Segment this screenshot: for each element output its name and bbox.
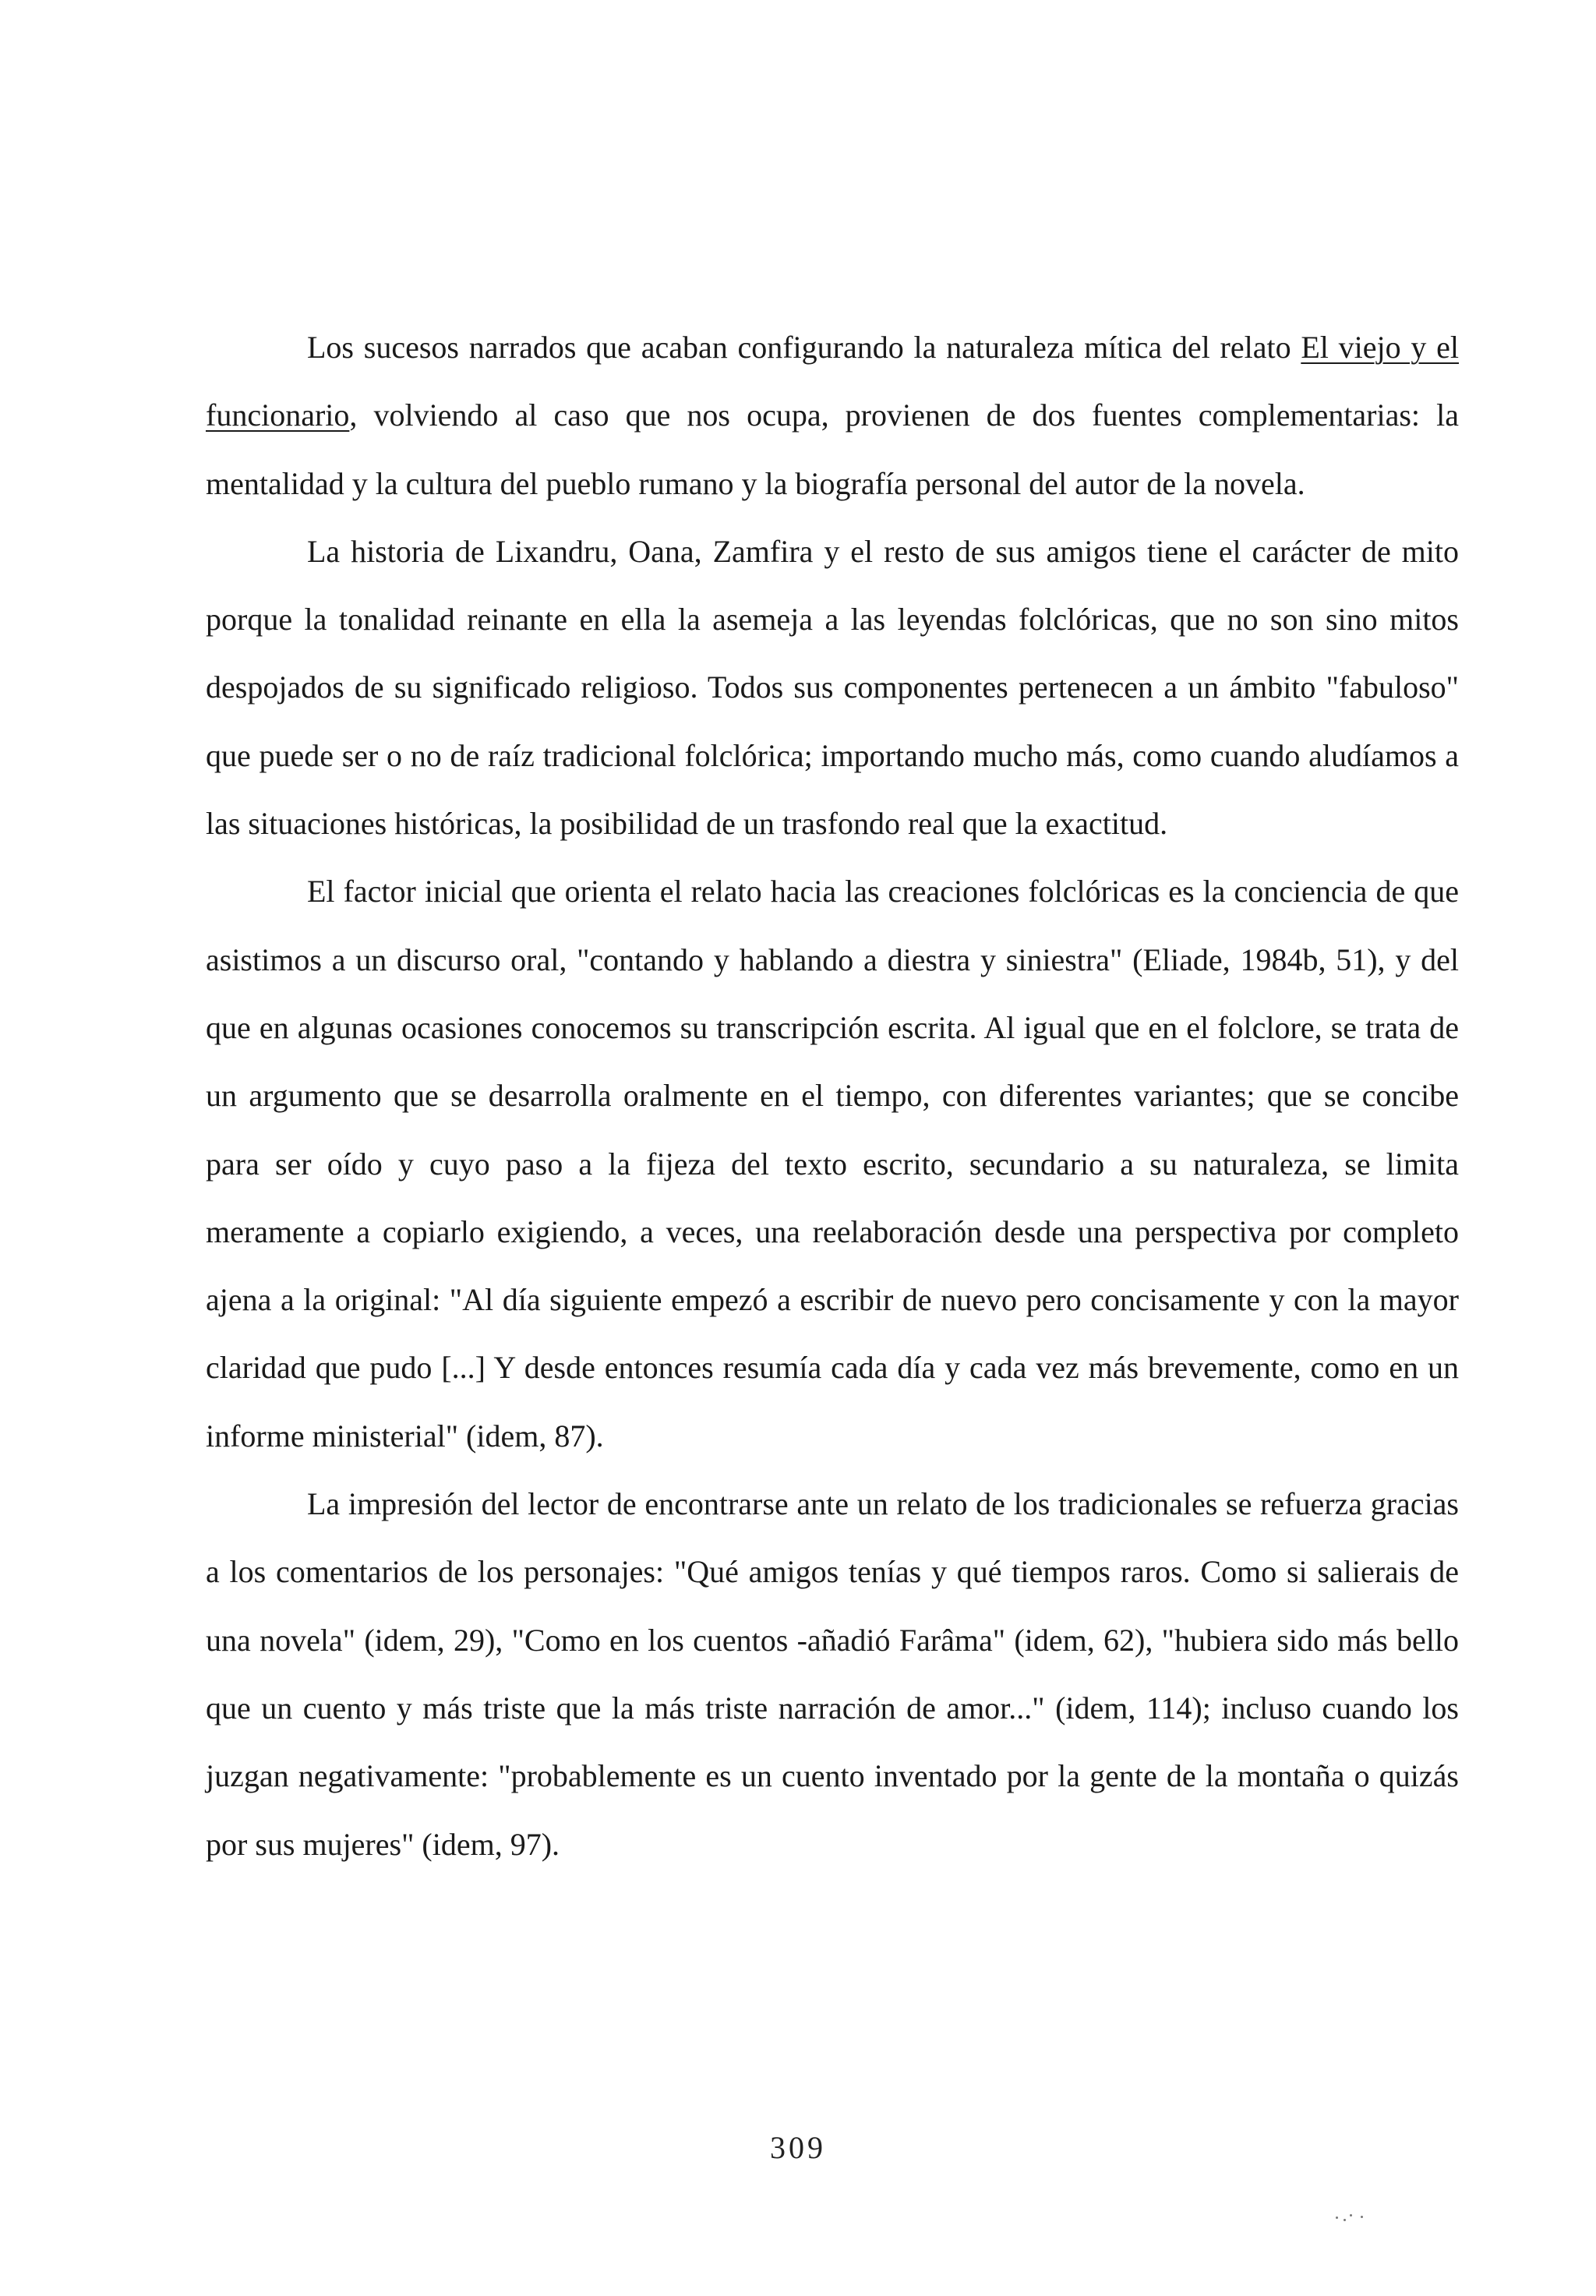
- paragraph-1-lead: Los sucesos narrados que acaban configurando la naturaleza mítica del relato: [307, 330, 1301, 365]
- paragraph-1: [206, 313, 1459, 517]
- paragraph-3: El factor inicial que orienta el relato hacia las creaciones folclóricas es la conciencia de que asistimos a un discurso oral, "contando y hablando a diestra y siniestra" (Eliade, 1984b, 51), y del que en algunas ocasiones conocemos su transcripción escrita. Al igual que en el folclore, se trata de un argumento que se desarrolla oralmente en el tiempo, con diferentes variantes; que se concibe para ser oído y cuyo paso a la fijeza del texto escrito, secundario a su naturaleza, se limita meramente a copiarlo exigiendo, a veces, una reelaboración desde una perspectiva por completo ajena a la original: "Al día siguiente empezó a escribir de nuevo pero concisamente y con la mayor claridad que pudo [...] Y desde entonces resumía cada día y cada vez más brevemente, como en un informe ministerial" (idem, 87).: [206, 874, 1459, 1454]
- page-body: [206, 313, 1459, 1878]
- novel-title: El viejo y el funcionario: [206, 330, 1459, 433]
- page-number: 309: [770, 2130, 826, 2165]
- scan-artifact: [1334, 2212, 1365, 2221]
- paragraph-1-rest: , volviendo al caso que nos ocupa, provienen de dos fuentes complementarias: la mentalidad y la cultura del pueblo rumano y la biografía personal del autor de la novela.: [206, 397, 1459, 501]
- paragraph-4: La impresión del lector de encontrarse ante un relato de los tradicionales se refuerza gracias a los comentarios de los personajes: "Qué amigos tenías y qué tiempos raros. Como si salierais de una novela" (idem, 29), "Como en los cuentos -añadió Farâma" (idem, 62), "hubiera sido más bello que un cuento y más triste que la más triste narración de amor..." (idem, 114); incluso cuando los juzgan negativamente: "probablemente es un cuento inventado por la gente de la montaña o quizás por sus mujeres" (idem, 97).: [206, 1486, 1459, 1862]
- paragraph-2: La historia de Lixandru, Oana, Zamfira y el resto de sus amigos tiene el carácter de mito porque la tonalidad reinante en ella la asemeja a las leyendas folclóricas, que no son sino mitos despojados de su significado religioso. Todos sus componentes pertenecen a un ámbito "fabuloso" que puede ser o no de raíz tradicional folclórica; importando mucho más, como cuando aludíamos a las situaciones históricas, la posibilidad de un trasfondo real que la exactitud.: [206, 533, 1459, 842]
